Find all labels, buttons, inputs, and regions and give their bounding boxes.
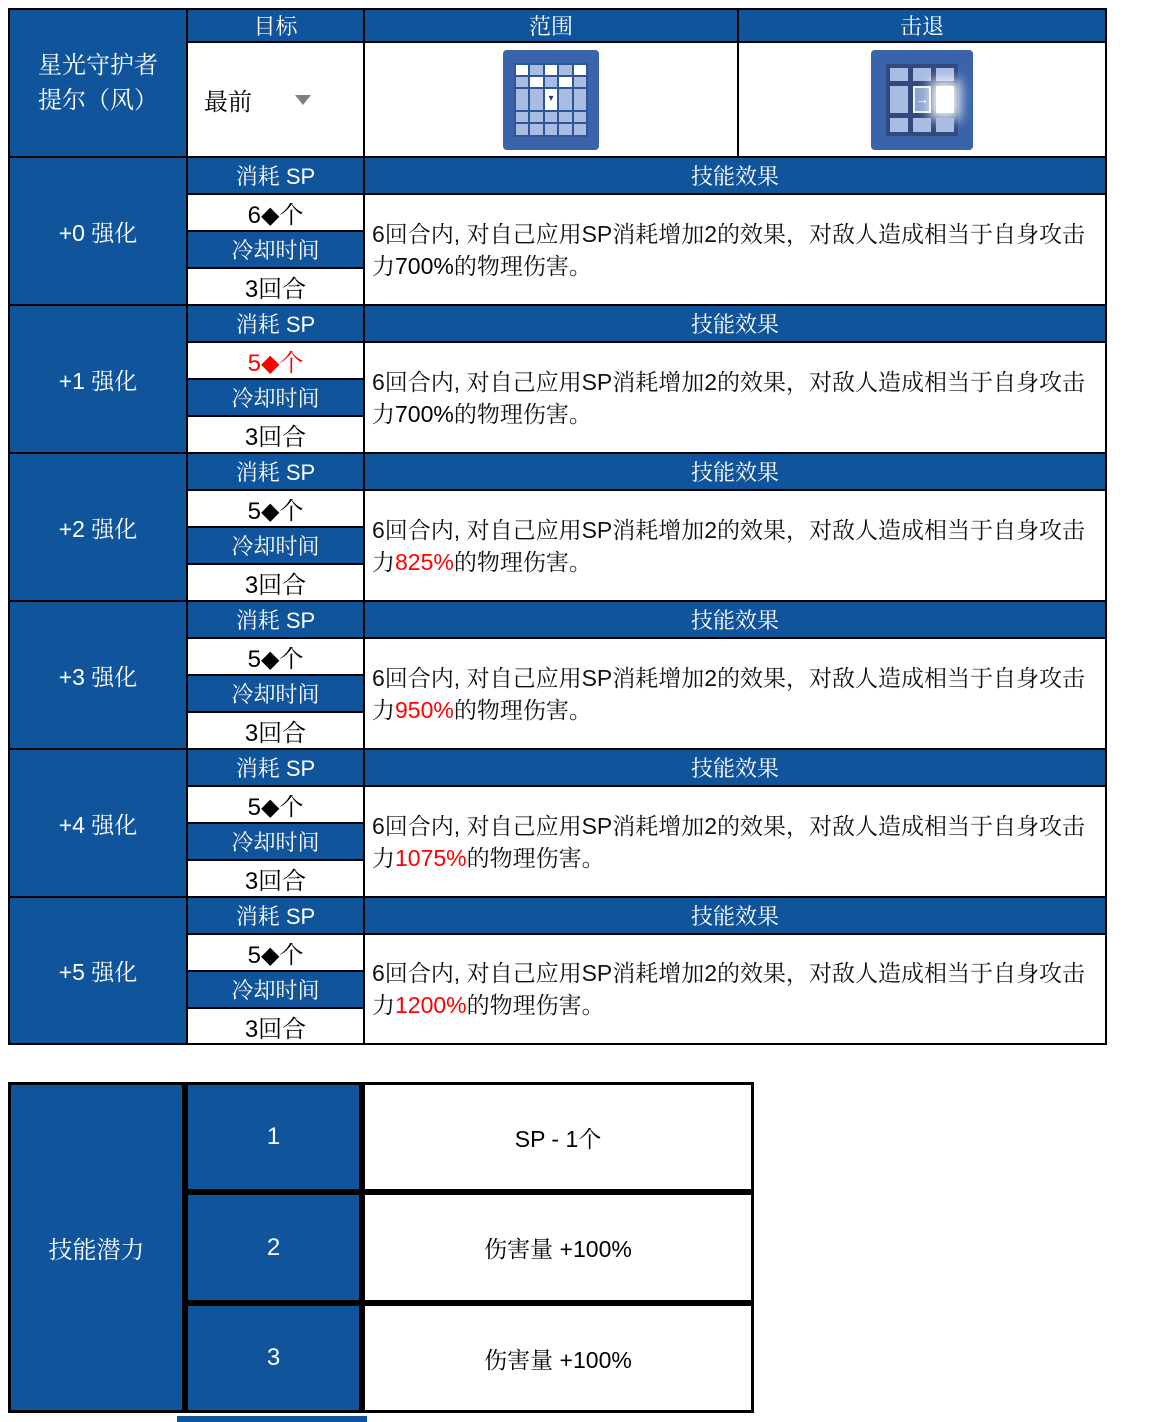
sp-cost-text: 5◆个 [247, 350, 304, 377]
potential-effect-cell: SP - 1个 [365, 1085, 751, 1189]
cooldown-header: 冷却时间 [188, 232, 363, 267]
target-select[interactable] [188, 43, 363, 156]
effect-prefix: 6回合内, 对自己应用SP消耗增加2的效果，对敌人造成相当于自身攻击力 [372, 664, 1086, 723]
character-name-line2: 提尔（风） [38, 87, 158, 114]
grid-cell [559, 112, 571, 122]
potential-rank-cell: 3 [188, 1306, 359, 1410]
effect-text [365, 662, 1105, 726]
grid-cell [890, 118, 908, 131]
cooldown-header: 冷却时间 [188, 528, 363, 563]
target-header: 目标 [188, 10, 363, 41]
effect-header: 技能效果 [365, 454, 1105, 489]
effect-prefix: 6回合内, 对自己应用SP消耗增加2的效果，对敌人造成相当于自身攻击力 [372, 960, 1086, 1018]
potential-title-cell: 技能潜力 [11, 1085, 182, 1410]
grid-cell [574, 124, 586, 134]
enhance-level-cell: +2 强化 [10, 454, 186, 600]
cooldown-value: 3回合 [188, 269, 363, 304]
grid-cell [574, 65, 586, 75]
grid-cell [516, 89, 528, 109]
effect-header: 技能效果 [365, 306, 1105, 341]
character-name-line1: 星光守护者 [38, 52, 158, 79]
sp-cost-value [188, 343, 363, 378]
potential-effect-cell: 伤害量 +100% [365, 1195, 751, 1300]
dropdown-arrow-icon [295, 95, 311, 105]
grid-cell [559, 77, 571, 87]
grid-cell [936, 86, 954, 113]
effect-suffix: 的物理伤害。 [466, 844, 605, 871]
effect-text [365, 810, 1105, 874]
sp-cost-text: 5◆个 [247, 942, 304, 969]
skill-table [8, 8, 1107, 1045]
sp-cost-text: 5◆个 [247, 794, 304, 821]
sp-cost-value [188, 491, 363, 526]
sp-cost-value [188, 195, 363, 230]
effect-prefix: 6回合内, 对自己应用SP消耗增加2的效果，对敌人造成相当于自身攻击力 [372, 812, 1086, 871]
effect-header: 技能效果 [365, 750, 1105, 785]
sp-cost-header: 消耗 SP [188, 750, 363, 785]
effect-suffix: 的物理伤害。 [453, 696, 592, 723]
grid-cell [530, 77, 542, 87]
grid-cell [530, 124, 542, 134]
sp-cost-header: 消耗 SP [188, 602, 363, 637]
effect-percent: 700% [395, 252, 454, 279]
enhance-level-cell: +5 强化 [10, 898, 186, 1043]
potential-table [8, 1082, 754, 1413]
enhance-level-cell: +3 强化 [10, 602, 186, 748]
knockback-cell [739, 43, 1105, 156]
effect-suffix: 的物理伤害。 [453, 252, 592, 279]
effect-cell [365, 195, 1105, 304]
sp-cost-header: 消耗 SP [188, 454, 363, 489]
grid-cell [913, 68, 931, 81]
knockback-push-right-icon [871, 50, 973, 150]
potential-rank-cell: 2 [188, 1195, 359, 1300]
cooldown-header: 冷却时间 [188, 824, 363, 859]
grid-cell [574, 112, 586, 122]
enhance-level-cell: +0 强化 [10, 158, 186, 304]
grid-cell [913, 118, 931, 131]
effect-cell [365, 343, 1105, 452]
grid-cell: → [913, 86, 931, 113]
effect-text [365, 366, 1105, 430]
character-name-cell [10, 10, 186, 156]
sp-cost-header: 消耗 SP [188, 898, 363, 933]
grid-cell [890, 86, 908, 113]
grid-cell [530, 65, 542, 75]
cooldown-value: 3回合 [188, 565, 363, 600]
range-grid [514, 63, 588, 137]
effect-percent: 1075% [395, 844, 467, 871]
effect-suffix: 的物理伤害。 [453, 400, 592, 427]
next-table-cut-strip [177, 1416, 367, 1422]
grid-cell [545, 65, 557, 75]
sp-cost-value [188, 935, 363, 970]
effect-percent: 825% [395, 548, 454, 575]
effect-header: 技能效果 [365, 158, 1105, 193]
grid-cell [545, 77, 557, 87]
effect-text [365, 514, 1105, 578]
effect-prefix: 6回合内, 对自己应用SP消耗增加2的效果，对敌人造成相当于自身攻击力 [372, 220, 1086, 279]
knockback-grid [886, 64, 958, 136]
effect-prefix: 6回合内, 对自己应用SP消耗增加2的效果，对敌人造成相当于自身攻击力 [372, 516, 1086, 575]
knockback-header: 击退 [739, 10, 1105, 41]
grid-cell [530, 89, 542, 109]
effect-prefix: 6回合内, 对自己应用SP消耗增加2的效果，对敌人造成相当于自身攻击力 [372, 368, 1086, 427]
effect-percent: 700% [395, 400, 454, 427]
effect-percent: 950% [395, 696, 454, 723]
effect-cell [365, 787, 1105, 896]
grid-cell [530, 112, 542, 122]
grid-cell [559, 124, 571, 134]
enhance-level-cell: +1 强化 [10, 306, 186, 452]
grid-cell [574, 77, 586, 87]
grid-cell [559, 65, 571, 75]
effect-cell [365, 491, 1105, 600]
effect-cell [365, 639, 1105, 748]
grid-cell [516, 65, 528, 75]
grid-cell [890, 68, 908, 81]
sp-cost-text: 5◆个 [247, 646, 304, 673]
grid-cell [545, 124, 557, 134]
grid-cell [516, 77, 528, 87]
sp-cost-text: 6◆个 [247, 202, 304, 229]
effect-text [365, 218, 1105, 282]
grid-cell [516, 112, 528, 122]
cooldown-value: 3回合 [188, 861, 363, 896]
grid-cell: ▾ [545, 89, 557, 109]
grid-cell [574, 89, 586, 109]
grid-cell [545, 112, 557, 122]
potential-effect-cell: 伤害量 +100% [365, 1306, 751, 1410]
grid-cell [936, 118, 954, 131]
range-area-grid-icon [503, 50, 599, 150]
effect-suffix: 的物理伤害。 [466, 992, 605, 1018]
cooldown-header: 冷却时间 [188, 972, 363, 1007]
sp-cost-header: 消耗 SP [188, 306, 363, 341]
cooldown-value: 3回合 [188, 713, 363, 748]
sp-cost-header: 消耗 SP [188, 158, 363, 193]
sp-cost-value [188, 639, 363, 674]
grid-cell [516, 124, 528, 134]
effect-text [365, 957, 1105, 1021]
sp-cost-text: 5◆个 [247, 498, 304, 525]
grid-cell [559, 89, 571, 109]
cooldown-header: 冷却时间 [188, 676, 363, 711]
target-select-value: 最前 [204, 89, 252, 116]
effect-percent: 1200% [395, 992, 467, 1018]
range-cell [365, 43, 737, 156]
cooldown-value: 3回合 [188, 1009, 363, 1043]
effect-header: 技能效果 [365, 898, 1105, 933]
cooldown-header: 冷却时间 [188, 380, 363, 415]
effect-header: 技能效果 [365, 602, 1105, 637]
sp-cost-value [188, 787, 363, 822]
range-header: 范围 [365, 10, 737, 41]
effect-cell [365, 935, 1105, 1043]
grid-cell [936, 68, 954, 81]
potential-rank-cell: 1 [188, 1085, 359, 1189]
effect-suffix: 的物理伤害。 [453, 548, 592, 575]
cooldown-value: 3回合 [188, 417, 363, 452]
enhance-level-cell: +4 强化 [10, 750, 186, 896]
